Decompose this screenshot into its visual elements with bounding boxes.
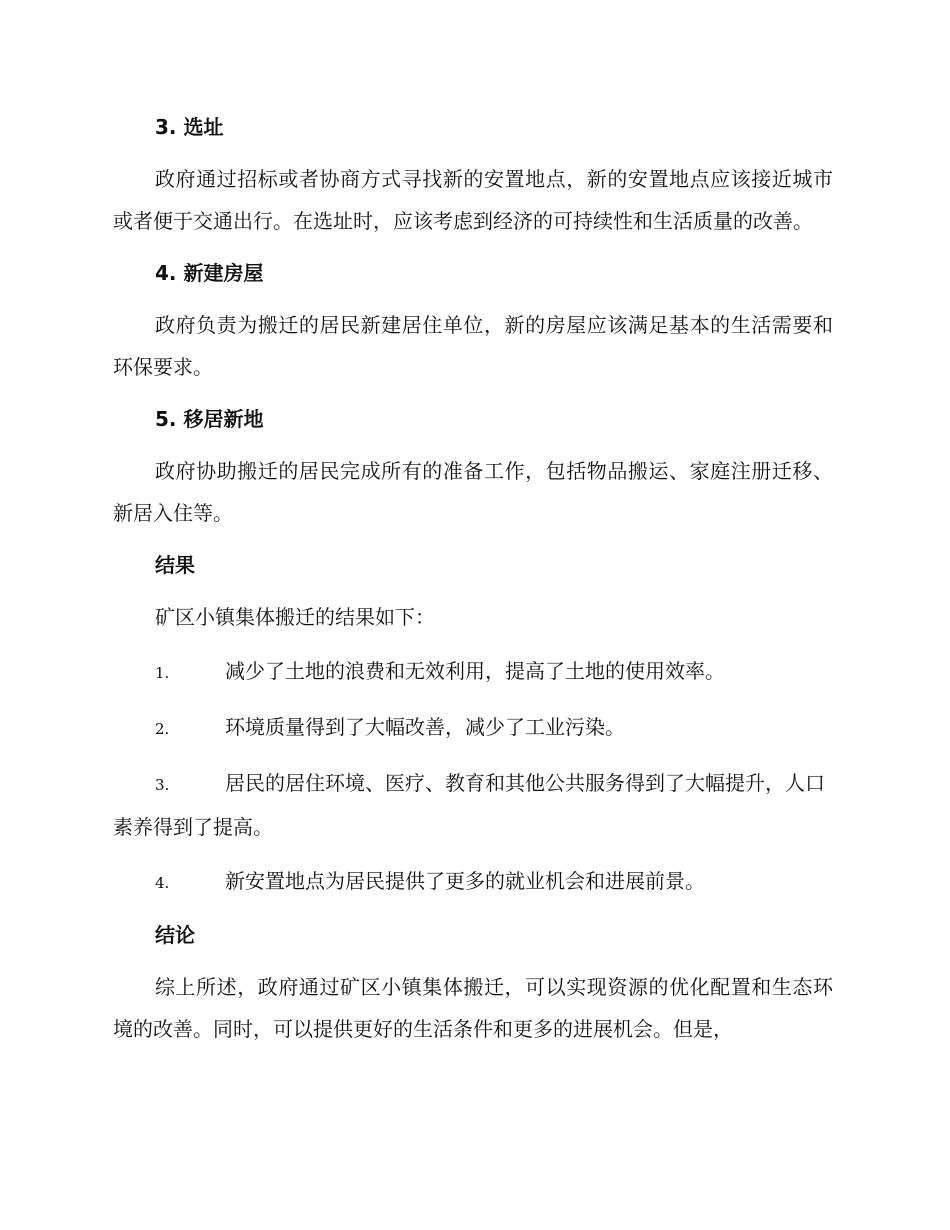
list-item-text: 居民的居住环境、医疗、教育和其他公共服务得到了大幅提升，人口素养得到了提高。 [113, 771, 825, 839]
results-heading: 结果 [155, 553, 195, 577]
list-item-number: 4. [155, 874, 170, 892]
section-heading-new-housing: 4. 新建房屋 [155, 261, 264, 285]
section-heading-relocation: 5. 移居新地 [155, 407, 264, 431]
conclusion-paragraph: 综上所述，政府通过矿区小镇集体搬迁，可以实现资源的优化配置和生态环境的改善。同时，可以提供更好的生活条件和更多的进展机会。但是， [113, 975, 833, 1041]
results-intro: 矿区小镇集体搬迁的结果如下： [155, 605, 435, 629]
list-item-text: 环境质量得到了大幅改善，减少了工业污染。 [225, 715, 625, 739]
section-paragraph-relocation: 政府协助搬迁的居民完成所有的准备工作，包括物品搬运、家庭注册迁移、新居入住等。 [113, 459, 833, 525]
list-item [113, 860, 833, 904]
section-paragraph-new-housing: 政府负责为搬迁的居民新建居住单位，新的房屋应该满足基本的生活需要和环保要求。 [113, 313, 833, 379]
document-body [113, 108, 833, 1062]
list-item [113, 762, 833, 848]
list-item-number: 2. [155, 720, 170, 738]
section-paragraph-site-selection: 政府通过招标或者协商方式寻找新的安置地点，新的安置地点应该接近城市或者便于交通出行。在选址时，应该考虑到经济的可持续性和生活质量的改善。 [113, 167, 833, 233]
conclusion-heading: 结论 [155, 923, 195, 947]
list-item [113, 650, 833, 694]
list-item-text: 新安置地点为居民提供了更多的就业机会和进展前景。 [225, 869, 705, 893]
list-item-number: 1. [155, 664, 170, 682]
list-item [113, 706, 833, 750]
list-item-number: 3. [155, 776, 170, 794]
section-heading-site-selection: 3. 选址 [155, 115, 224, 139]
list-item-text: 减少了土地的浪费和无效利用，提高了土地的使用效率。 [225, 659, 725, 683]
